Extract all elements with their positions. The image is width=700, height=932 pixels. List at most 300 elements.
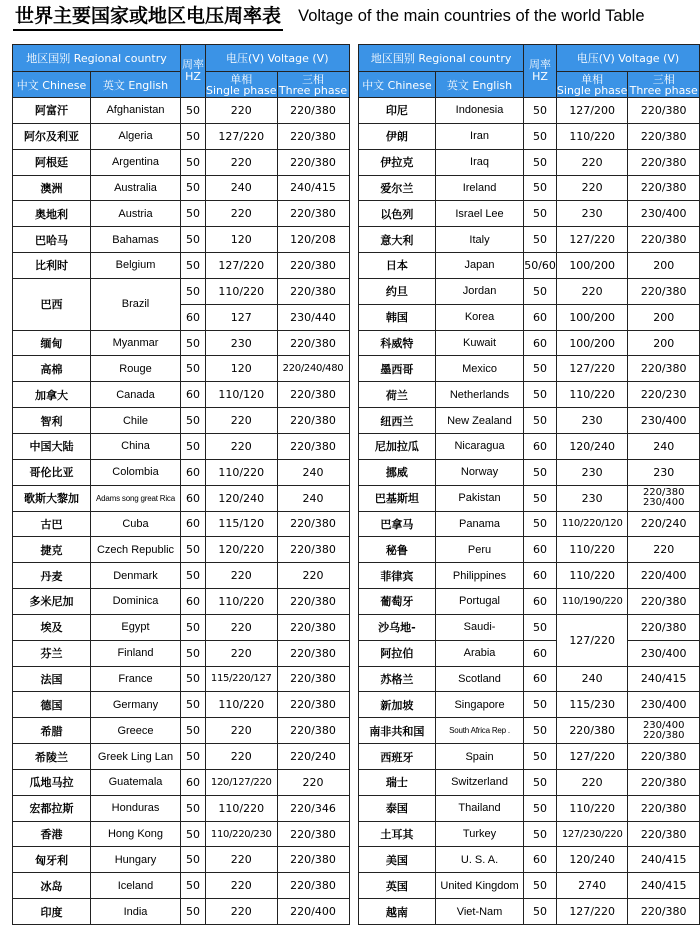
country-english: India [91,899,181,925]
country-chinese: 菲律宾 [359,563,436,589]
country-english: Iran [435,123,523,149]
country-chinese: 巴哈马 [13,227,91,253]
header-english: 英文 English [435,72,523,98]
country-chinese: 葡萄牙 [359,589,436,615]
country-chinese: 沙乌地- [359,614,436,640]
country-english: Afghanistan [91,98,181,124]
three-phase-cell: 220/380 [277,589,349,615]
table-row [13,899,350,925]
single-phase-cell: 127/220 [556,227,628,253]
header-region: 地区国别 Regional country [359,45,524,72]
frequency-cell: 50 [524,899,557,925]
frequency-cell: 50 [524,356,557,382]
frequency-cell: 60 [524,330,557,356]
table-row [13,459,350,485]
page-title-chinese: 世界主要国家或地区电压周率表 [13,4,283,31]
country-english: Austria [91,201,181,227]
three-phase-cell: 230/400 [628,640,700,666]
country-chinese: 日本 [359,253,436,279]
single-phase-cell: 230 [556,201,628,227]
country-english: Indonesia [435,98,523,124]
single-phase-cell: 220 [206,718,278,744]
three-phase-cell: 220/240/480 [277,356,349,382]
table-row [359,459,700,485]
page-header [13,4,645,32]
country-chinese: 阿根廷 [13,149,91,175]
single-phase-cell: 220 [206,98,278,124]
table-row [359,485,700,511]
country-english: Jordan [435,278,523,304]
country-english: Korea [435,304,523,330]
three-phase-cell [628,718,700,744]
three-phase-cell: 220/380 [628,769,700,795]
country-english: Bahamas [91,227,181,253]
single-phase-cell: 110/220 [556,795,628,821]
three-phase-cell: 220/400 [277,899,349,925]
country-chinese: 越南 [359,899,436,925]
frequency-cell: 50 [181,433,206,459]
country-english: Algeria [91,123,181,149]
frequency-cell: 50 [524,278,557,304]
country-english: Greece [91,718,181,744]
single-phase-cell: 230 [556,459,628,485]
table-row [359,433,700,459]
country-english: Honduras [91,795,181,821]
three-phase-cell: 220/380 [277,640,349,666]
three-phase-cell: 240 [277,459,349,485]
three-phase-cell: 200 [628,304,700,330]
country-chinese: 奥地利 [13,201,91,227]
three-phase-value: 220/380 [642,729,685,741]
three-phase-cell: 220 [277,769,349,795]
frequency-cell: 50 [181,98,206,124]
three-phase-cell: 200 [628,330,700,356]
three-phase-cell: 240/415 [628,847,700,873]
single-phase-cell: 2740 [556,873,628,899]
three-phase-cell: 220/380 [277,253,349,279]
frequency-cell: 50 [181,123,206,149]
table-row [359,692,700,718]
country-english: Greek Ling Lan [91,744,181,770]
three-phase-value: 230/400 [642,719,685,731]
frequency-cell: 50/60 [524,253,557,279]
country-english: Italy [435,227,523,253]
table-row [13,408,350,434]
table-row [13,278,350,304]
country-english: Iraq [435,149,523,175]
three-phase-cell: 220/380 [628,589,700,615]
country-english: Switzerland [435,769,523,795]
header-frequency: 周率 HZ [524,45,557,98]
single-phase-cell: 220 [206,744,278,770]
country-chinese: 南非共和国 [359,718,436,744]
country-chinese: 法国 [13,666,91,692]
country-english: Colombia [91,459,181,485]
country-chinese: 瓜地马拉 [13,769,91,795]
table-row [13,382,350,408]
country-chinese: 澳洲 [13,175,91,201]
three-phase-cell: 220/380 [277,821,349,847]
three-phase-cell: 220/380 [628,149,700,175]
country-english: Argentina [91,149,181,175]
three-phase-cell: 220 [277,563,349,589]
frequency-cell: 50 [181,330,206,356]
country-chinese: 印度 [13,899,91,925]
frequency-cell: 60 [181,459,206,485]
three-phase-cell: 220/380 [277,511,349,537]
country-chinese: 美国 [359,847,436,873]
three-phase-cell: 120/208 [277,227,349,253]
country-english: Panama [435,511,523,537]
single-phase-cell: 127 [206,304,278,330]
table-row [359,589,700,615]
frequency-cell: 50 [524,718,557,744]
table-row [13,563,350,589]
country-chinese: 土耳其 [359,821,436,847]
country-english: South Africa Rep . [435,718,523,744]
table-row [359,511,700,537]
frequency-cell: 50 [524,98,557,124]
country-chinese: 纽西兰 [359,408,436,434]
header-three-phase: 三相 Three phase [278,72,348,97]
three-phase-cell: 220/380 [628,227,700,253]
three-phase-cell: 220/240 [277,744,349,770]
three-phase-cell: 220/380 [277,537,349,563]
table-row [359,330,700,356]
three-phase-cell: 220/346 [277,795,349,821]
frequency-cell: 50 [524,123,557,149]
country-chinese: 科威特 [359,330,436,356]
single-phase-cell: 110/190/220 [556,589,628,615]
frequency-cell: 50 [181,537,206,563]
frequency-cell: 60 [181,304,206,330]
table-row [359,123,700,149]
country-english: New Zealand [435,408,523,434]
country-chinese: 新加坡 [359,692,436,718]
three-phase-cell: 220/240 [628,511,700,537]
country-chinese: 阿拉伯 [359,640,436,666]
header-voltage: 电压(V) Voltage (V) [206,45,350,72]
frequency-cell: 60 [524,563,557,589]
single-phase-cell: 220 [206,899,278,925]
frequency-cell: 50 [181,692,206,718]
three-phase-cell: 220/380 [277,873,349,899]
header-frequency: 周率 HZ [181,45,206,98]
country-chinese: 伊朗 [359,123,436,149]
header-voltage: 电压(V) Voltage (V) [556,45,699,72]
country-english: Brazil [91,278,181,330]
table-row [359,795,700,821]
country-chinese: 韩国 [359,304,436,330]
three-phase-cell: 220/380 [277,666,349,692]
country-english: Pakistan [435,485,523,511]
country-english: Hong Kong [91,821,181,847]
frequency-cell: 60 [524,589,557,615]
table-row [13,692,350,718]
country-english: Scotland [435,666,523,692]
three-phase-cell: 220/400 [628,563,700,589]
three-phase-cell: 220/380 [628,98,700,124]
three-phase-cell: 220/230 [628,382,700,408]
three-phase-cell: 220/380 [628,795,700,821]
three-phase-cell: 220/380 [277,433,349,459]
table-row [359,640,700,666]
country-chinese: 香港 [13,821,91,847]
country-chinese: 阿富汗 [13,98,91,124]
country-chinese: 伊拉克 [359,149,436,175]
country-english: France [91,666,181,692]
frequency-cell: 50 [524,201,557,227]
frequency-cell: 50 [524,692,557,718]
frequency-cell: 50 [181,847,206,873]
country-chinese: 匈牙利 [13,847,91,873]
country-chinese: 以色列 [359,201,436,227]
voltage-table-left [12,44,350,925]
country-english: Kuwait [435,330,523,356]
country-english: Hungary [91,847,181,873]
table-row [359,227,700,253]
frequency-cell: 60 [524,537,557,563]
single-phase-cell: 115/120 [206,511,278,537]
single-phase-cell: 120 [206,356,278,382]
table-row [359,899,700,925]
country-chinese: 尼加拉瓜 [359,433,436,459]
country-chinese: 加拿大 [13,382,91,408]
table-row [13,433,350,459]
country-chinese: 秘鲁 [359,537,436,563]
table-row [13,537,350,563]
three-phase-cell: 220/380 [277,847,349,873]
single-phase-cell: 220 [556,175,628,201]
single-phase-cell: 120/220 [206,537,278,563]
country-english: Chile [91,408,181,434]
three-phase-value: 230/400 [642,497,685,509]
single-phase-cell: 240 [556,666,628,692]
frequency-cell: 50 [524,744,557,770]
frequency-cell: 50 [181,899,206,925]
three-phase-cell: 220 [628,537,700,563]
country-chinese: 挪威 [359,459,436,485]
table-row [359,847,700,873]
table-row [359,253,700,279]
country-chinese: 意大利 [359,227,436,253]
single-phase-cell: 127/200 [556,98,628,124]
single-phase-cell: 220 [556,769,628,795]
voltage-table-right [358,44,700,925]
single-phase-cell: 110/120 [206,382,278,408]
country-chinese: 比利时 [13,253,91,279]
table-row [13,356,350,382]
single-phase-cell: 115/220/127 [206,666,278,692]
three-phase-cell: 220/380 [277,201,349,227]
three-phase-cell: 240/415 [277,175,349,201]
country-chinese: 约旦 [359,278,436,304]
frequency-cell: 50 [524,873,557,899]
single-phase-cell: 110/220 [206,589,278,615]
three-phase-cell: 220/380 [628,356,700,382]
single-phase-cell: 110/220 [556,537,628,563]
frequency-cell: 60 [524,666,557,692]
single-phase-cell: 230 [556,485,628,511]
table-row [13,847,350,873]
country-chinese: 多米尼加 [13,589,91,615]
single-phase-cell: 127/230/220 [556,821,628,847]
country-chinese: 缅甸 [13,330,91,356]
three-phase-cell: 220/380 [277,718,349,744]
country-chinese: 爱尔兰 [359,175,436,201]
three-phase-cell: 220/380 [277,123,349,149]
frequency-cell: 50 [524,459,557,485]
three-phase-cell: 200 [628,253,700,279]
country-english: Turkey [435,821,523,847]
frequency-cell: 60 [524,847,557,873]
single-phase-cell: 220 [206,563,278,589]
header-three-phase: 三相 Three phase [629,72,698,97]
frequency-cell: 50 [524,614,557,640]
table-row [359,304,700,330]
frequency-cell: 60 [524,433,557,459]
table-row [13,175,350,201]
three-phase-cell: 220/380 [628,614,700,640]
three-phase-value: 220/380 [642,487,685,499]
country-english: Cuba [91,511,181,537]
country-chinese: 希腊 [13,718,91,744]
country-chinese: 苏格兰 [359,666,436,692]
single-phase-cell: 110/220 [206,795,278,821]
header-single-phase: 单相 Single phase [206,72,277,97]
single-phase-cell: 120 [206,227,278,253]
country-chinese: 宏都拉斯 [13,795,91,821]
frequency-cell: 50 [181,666,206,692]
three-phase-cell: 220/380 [628,899,700,925]
frequency-cell: 60 [181,485,206,511]
table-row [359,98,700,124]
single-phase-cell: 110/220 [206,278,278,304]
single-phase-cell: 110/220 [556,123,628,149]
country-english: Nicaragua [435,433,523,459]
table-row [13,795,350,821]
country-chinese: 墨西哥 [359,356,436,382]
country-chinese: 印尼 [359,98,436,124]
single-phase-cell: 100/200 [556,304,628,330]
single-phase-cell: 127/220 [206,253,278,279]
three-phase-cell: 220/380 [277,614,349,640]
country-english: Norway [435,459,523,485]
country-chinese: 巴西 [13,278,91,330]
country-english: Adams song great Rica [91,485,181,511]
frequency-cell: 50 [181,149,206,175]
frequency-cell: 50 [524,795,557,821]
country-chinese: 瑞士 [359,769,436,795]
frequency-cell: 50 [181,356,206,382]
country-english: Canada [91,382,181,408]
country-english: Netherlands [435,382,523,408]
table-row [13,253,350,279]
frequency-cell: 50 [181,821,206,847]
header-chinese: 中文 Chinese [13,72,91,98]
three-phase-cell: 240/415 [628,666,700,692]
table-row [359,769,700,795]
three-phase-cell: 240 [277,485,349,511]
table-row [359,718,700,744]
table-row [359,408,700,434]
table-row [13,227,350,253]
frequency-cell: 50 [181,253,206,279]
frequency-cell: 50 [524,821,557,847]
frequency-cell: 50 [524,511,557,537]
single-phase-cell: 110/220 [556,563,628,589]
country-chinese: 丹麦 [13,563,91,589]
country-chinese: 埃及 [13,614,91,640]
country-english: Thailand [435,795,523,821]
country-english: Israel Lee [435,201,523,227]
frequency-cell: 60 [524,640,557,666]
frequency-cell: 50 [524,382,557,408]
single-phase-cell: 110/220 [556,382,628,408]
country-english: Portugal [435,589,523,615]
three-phase-cell: 220/380 [277,382,349,408]
table-row [359,149,700,175]
country-chinese: 歌斯大黎加 [13,485,91,511]
single-phase-cell: 240 [206,175,278,201]
frequency-cell: 50 [181,640,206,666]
country-chinese: 阿尔及利亚 [13,123,91,149]
table-row [359,537,700,563]
country-chinese: 希陵兰 [13,744,91,770]
country-english: Singapore [435,692,523,718]
frequency-cell: 50 [524,769,557,795]
single-phase-cell: 220 [206,614,278,640]
table-row [13,589,350,615]
frequency-cell: 50 [524,227,557,253]
frequency-cell: 50 [524,408,557,434]
country-english: Saudi- [435,614,523,640]
country-english: Myanmar [91,330,181,356]
single-phase-cell: 127/220 [556,899,628,925]
single-phase-cell: 220 [206,640,278,666]
country-english: Egypt [91,614,181,640]
frequency-cell: 50 [181,175,206,201]
single-phase-cell: 220 [556,149,628,175]
single-phase-cell: 110/220/120 [556,511,628,537]
country-english: Peru [435,537,523,563]
three-phase-cell: 220/380 [277,149,349,175]
single-phase-cell: 100/200 [556,253,628,279]
country-english: Dominica [91,589,181,615]
country-english: Iceland [91,873,181,899]
table-row [13,511,350,537]
single-phase-cell: 110/220/230 [206,821,278,847]
table-row [13,123,350,149]
table-row [359,614,700,640]
country-chinese: 巴拿马 [359,511,436,537]
table-row [13,821,350,847]
table-row [359,821,700,847]
single-phase-cell: 120/127/220 [206,769,278,795]
country-chinese: 英国 [359,873,436,899]
frequency-cell: 60 [181,769,206,795]
single-phase-cell: 230 [206,330,278,356]
table-row [13,98,350,124]
country-chinese: 冰岛 [13,873,91,899]
table-row [359,382,700,408]
single-phase-cell: 120/240 [556,847,628,873]
table-row [13,873,350,899]
country-english: Czech Republic [91,537,181,563]
country-english: Finland [91,640,181,666]
country-english: Philippines [435,563,523,589]
country-english: Rouge [91,356,181,382]
